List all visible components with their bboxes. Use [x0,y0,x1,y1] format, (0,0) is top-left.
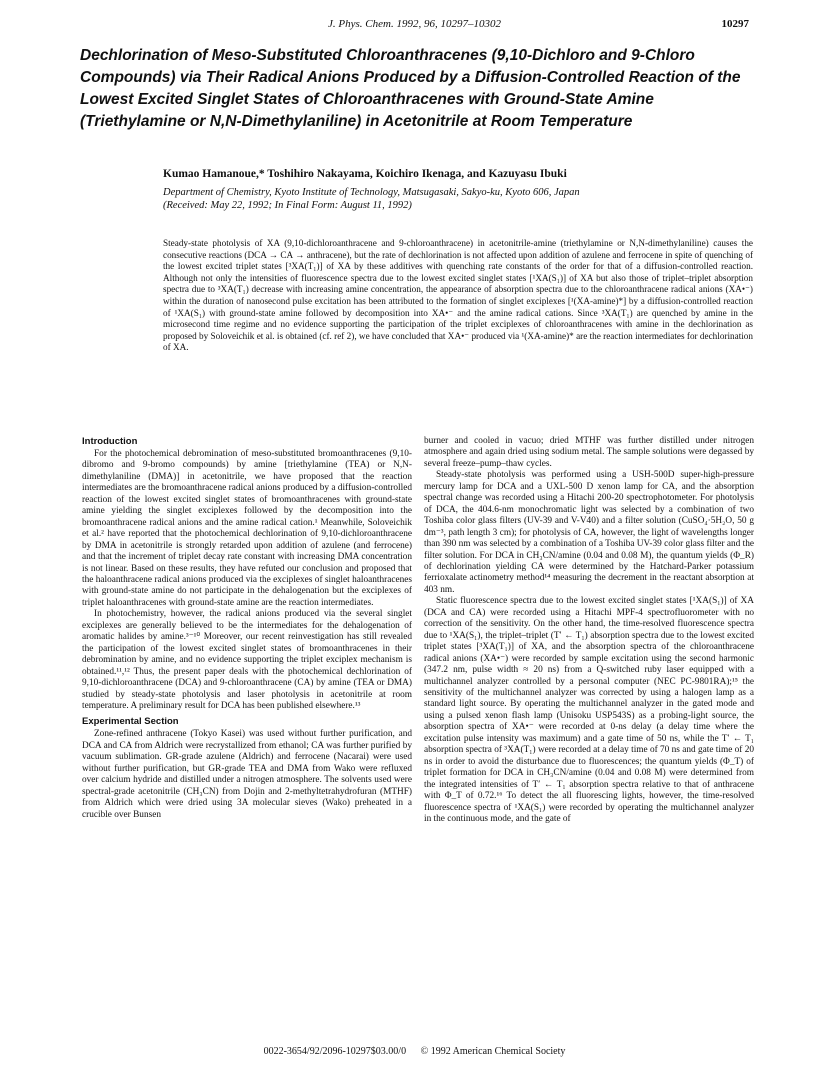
experimental-paragraph: Zone-refined anthracene (Tokyo Kasei) was used without further purification, and DCA and CA from Aldrich were recrystallized from ethanol; CA was further purified by vacuum sublimation. GR-grade azulene (Aldrich) and ferrocene (Nacarai) were used without further purification, but GR-grade TEA and DMA from Wako were refluxed over calcium hydride and distilled under a nitrogen atmosphere. The solvents used were spectral-grade acetonitrile (CH₃CN) from Dojin and 2-methyltetrahydrofuran (MTHF) from Aldrich which were dried using 3A molecular sieves (Wako) preheated in a crucible over Bunsen [82,729,412,820]
right-column [424,436,754,825]
article-title: Dechlorination of Meso-Substituted Chloroanthracenes (9,10-Dichloro and 9-Chloro Compounds) via Their Radical Anions Produced by a Diffusion-Controlled Reaction of the Lowest Excited Singlet States of Chloroanthracenes with Ground-State Amine (Triethylamine or N,N-Dimethylaniline) in Acetonitrile at Room Temperature [80,47,741,130]
copyright-notice: © 1992 American Chemical Society [420,1046,566,1057]
introduction-paragraph: For the photochemical debromination of meso-substituted bromoanthracenes (9,10-dibromo and 9-bromo compounds) by amine [triethylamine (TEA) or N,N-dimethylaniline (DMA)] in acetonitrile, we have proposed that the reaction intermediates are the bromoanthracene radical anions produced by a diffusion-controlled reaction of the lowest excited singlet states of bromoanthracenes with ground-state amine yielding the singlet exciplexes followed by the decomposition into the bromoanthracene radical anions and the amine radical cation.¹ Meanwhile, Soloveichik et al.² have reported that the photochemical dechlorination of 9,10-dichloroanthracene by DMA in acetonitrile is strongly retarded upon addition of azulene (and ferrocene) and that the increment of triplet decay rate constant with increasing DMA concentration is not linear. Based on these results, they have refuted our conclusion and proposed that the haloanthracene radical anions produced via the exciplexes of singlet haloanthracenes with ground-state amine do not participate in the dehalogenation but the exciplexes of triplet haloanthracenes with ground-state amine are the reaction intermediates. [82,449,412,608]
experimental-paragraph: Steady-state photolysis was performed using a USH-500D super-high-pressure mercury lamp for DCA and a UXL-500 D xenon lamp for CA, and the absorption spectral change was recorded using a Hitachi 200-20 spectrophotometer. For photolysis of DCA, the 404.6-nm monochromatic light was selected by a combination of two Toshiba color glass filters (UV-39 and V-V40) and a filter solution (CuSO₄·5H₂O, 50 g dm⁻³, path length 3 cm); for photolysis of CA, however, the light of wavelengths longer than 390 nm was selected by a combination of a Toshiba UV-39 color glass filter and the filter solution. For DCA in CH₃CN/amine (0.04 and 0.08 M), the quantum yields (Φ_R) of dechlorination yielding CA were determined by the Hatchard-Parker potassium ferrioxalate actinometry method¹⁴ measuring the decrement in the reactant absorption at 403 nm. [424,470,754,595]
author-list: Kumao Hamanoue,* Toshihiro Nakayama, Koichiro Ikenaga, and Kazuyasu Ibuki [163,168,567,180]
experimental-paragraph: burner and cooled in vacuo; dried MTHF was further distilled under nitrogen atmosphere and again dried using sodium metal. The sample solutions were degassed by several freeze–pump–thaw cycles. [424,436,754,469]
introduction-heading: Introduction [82,436,138,447]
page-number: 10297 [721,18,749,30]
left-column [82,436,412,821]
journal-citation: J. Phys. Chem. 1992, 96, 10297–10302 [328,18,501,30]
experimental-paragraph: Static fluorescence spectra due to the lowest excited singlet states [¹XA(S₁)] of XA (DCA and CA) were recorded using a Hitachi MPF-4 spectrofluorometer with no correction of the sensitivity. On the other hand, the time-resolved fluorescence spectra due to ¹XA(S₁), the triplet–triplet (T′ ← T₁) absorption spectra due to the lowest excited triplet states [³XA(T₁)] of XA, and the absorption spectra of the chloroanthracene radical anions (XA•⁻) were recorded by sample excitation using the second harmonic (347.2 nm, pulse width ≈ 20 ns) from a Q-switched ruby laser equipped with a multichannel analyzer controlled by a personal computer (NEC PC-9801RA);¹⁵ the sensitivity of the multichannel analyzer was corrected by using a halogen lamp as a standard light source. By operating the multichannel analyzer in the gated mode and using a pulsed xenon flash lamp (Unisoku USP543S) as a probing-light source, the absorption spectra of XA•⁻ were recorded at 0-ns delay (a delay time where the excitation pulse intensity was maximum) and a gate time of 50 ns, while the T′ ← T₁ absorption spectra of ³XA(T₁) were recorded at a delay time of 70 ns and gate time of 20 ns in order to avoid the disturbance due to fluorescences; the quantum yields (Φ_T) of triplet formation for DCA in CH₃CN/amine (0.04 and 0.08 M) were determined from the integrated intensities of T′ ← T₁ absorption spectra relative to that of anthracene with Φ_T of 0.72.¹⁶ To detect the all fluorescing lights, however, the time-resolved fluorescence spectra of ¹XA(S₁) were recorded by operating the multichannel analyzer in the continuous mode, and the gate of [424,596,755,824]
article-code: 0022-3654/92/2096-10297$03.00/0 [263,1046,407,1057]
affiliation: Department of Chemistry, Kyoto Institute of Technology, Matsugasaki, Sakyo-ku, Kyoto 606, Japan [163,187,580,198]
page-footer [0,1046,829,1057]
running-header [80,18,749,32]
abstract: Steady-state photolysis of XA (9,10-dichloroanthracene and 9-chloroanthracene) in acetonitrile-amine (triethylamine or N,N-dimethylaniline) causes the consecutive reactions (DCA → CA → anthracene), but the rate of dechlorination is not affected upon addition of azulene and ferrocene in spite of quenching of the lowest excited triplet states [³XA(T₁)] of XA by these additives with quenching rate constants of the order for that of a diffusion-controlled reaction. Although not only the intensities of fluorescence spectra due to the lowest excited singlet states [¹XA(S₁)] of XA but also those of triplet–triplet absorption spectra due to ³XA(T₁) decrease with increasing amine concentration, the appearance of absorption spectra due to the chloroanthracene radical anions (XA•⁻) within the duration of nanosecond pulse excitation has been attributed to the formation of singlet exciplexes [¹(XA-amine)*] by a diffusion-controlled reaction of ¹XA(S₁) with ground-state amine followed by decomposition into XA•⁻ and the amine radical cations. Since ³XA(T₁) are quenched by amine in the microsecond time regime and no evidence supporting the participation of the triplet exciplexes of chloroanthracenes with amine in the dechlorination as proposed by Soloveichik et al. is obtained (cf. ref 2), we have concluded that XA•⁻ produced via ¹(XA-amine)* are the reaction intermediates for dechlorination of XA. [163,238,753,353]
experimental-heading: Experimental Section [82,716,179,728]
received-dates: (Received: May 22, 1992; In Final Form: August 11, 1992) [163,200,412,211]
affiliation-block [163,186,763,212]
introduction-paragraph: In photochemistry, however, the radical anions produced via the several singlet exciplexes are generally believed to be the intermediates for the dehalogenation of aromatic halides by amine.³⁻¹⁰ Moreover, our recent reinvestigation has still revealed the participation of the lowest excited singlet states of bromoanthracenes in their debromination by amine, and no evidence supporting the triplet exciplex mechanism is obtained.¹¹,¹² Thus, the present paper deals with the photochemical dechlorination of 9,10-dichloroanthracene (DCA) and 9-chloroanthracene (CA) by amine (TEA or DMA) studied by steady-state photolysis and laser photolysis in acetonitrile at room temperature. A preliminary result for DCA has been published elsewhere.¹³ [82,609,412,711]
